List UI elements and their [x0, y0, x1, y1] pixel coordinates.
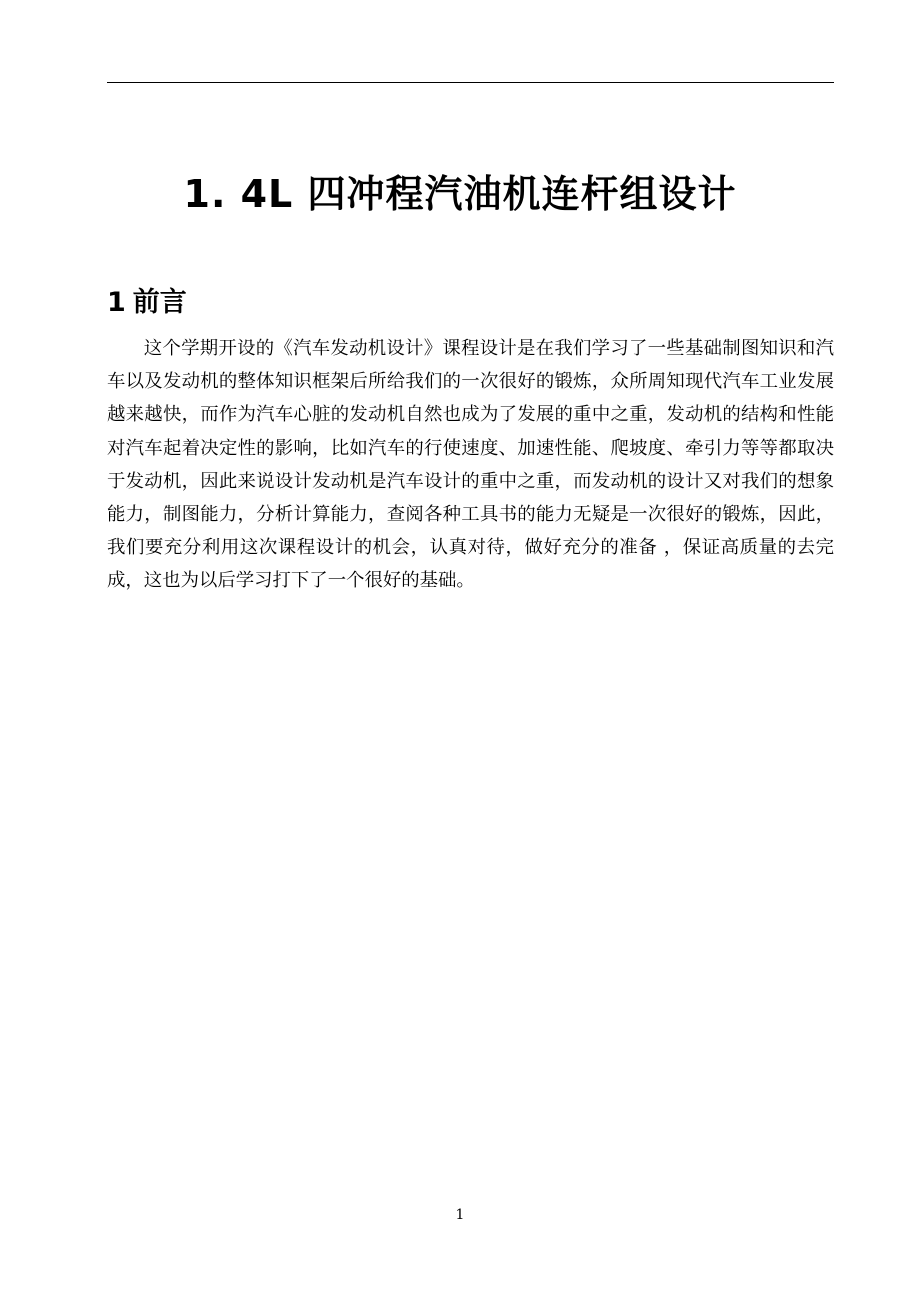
section-heading [107, 283, 187, 323]
document-title: 1. 4L 四冲程汽油机连杆组设计 [183, 172, 737, 216]
page-number: 1 [455, 1207, 465, 1223]
header-rule [107, 82, 834, 83]
section-number: 1 [107, 287, 126, 318]
section-paragraph: 这个学期开设的《汽车发动机设计》课程设计是在我们学习了一些基础制图知识和汽车以及发动机的整体知识框架后所给我们的一次很好的锻炼，众所周知现代汽车工业发展越来越快，而作为汽车心脏的发动机自然也成为了发展的重中之重，发动机的结构和性能对汽车起着决定性的影响，比如汽车的行使速度、加速性能、爬坡度、牵引力等等都取决于发动机，因此来说设计发动机是汽车设计的重中之重，而发动机的设计又对我们的想象能力，制图能力，分析计算能力，查阅各种工具书的能力无疑是一次很好的锻炼，因此，我们要充分利用这次课程设计的机会，认真对待，做好充分的准备 ，保证高质量的去完成，这也为以后学习打下了一个很好的基础。 [107, 338, 834, 592]
section-title: 前言 [132, 287, 187, 318]
